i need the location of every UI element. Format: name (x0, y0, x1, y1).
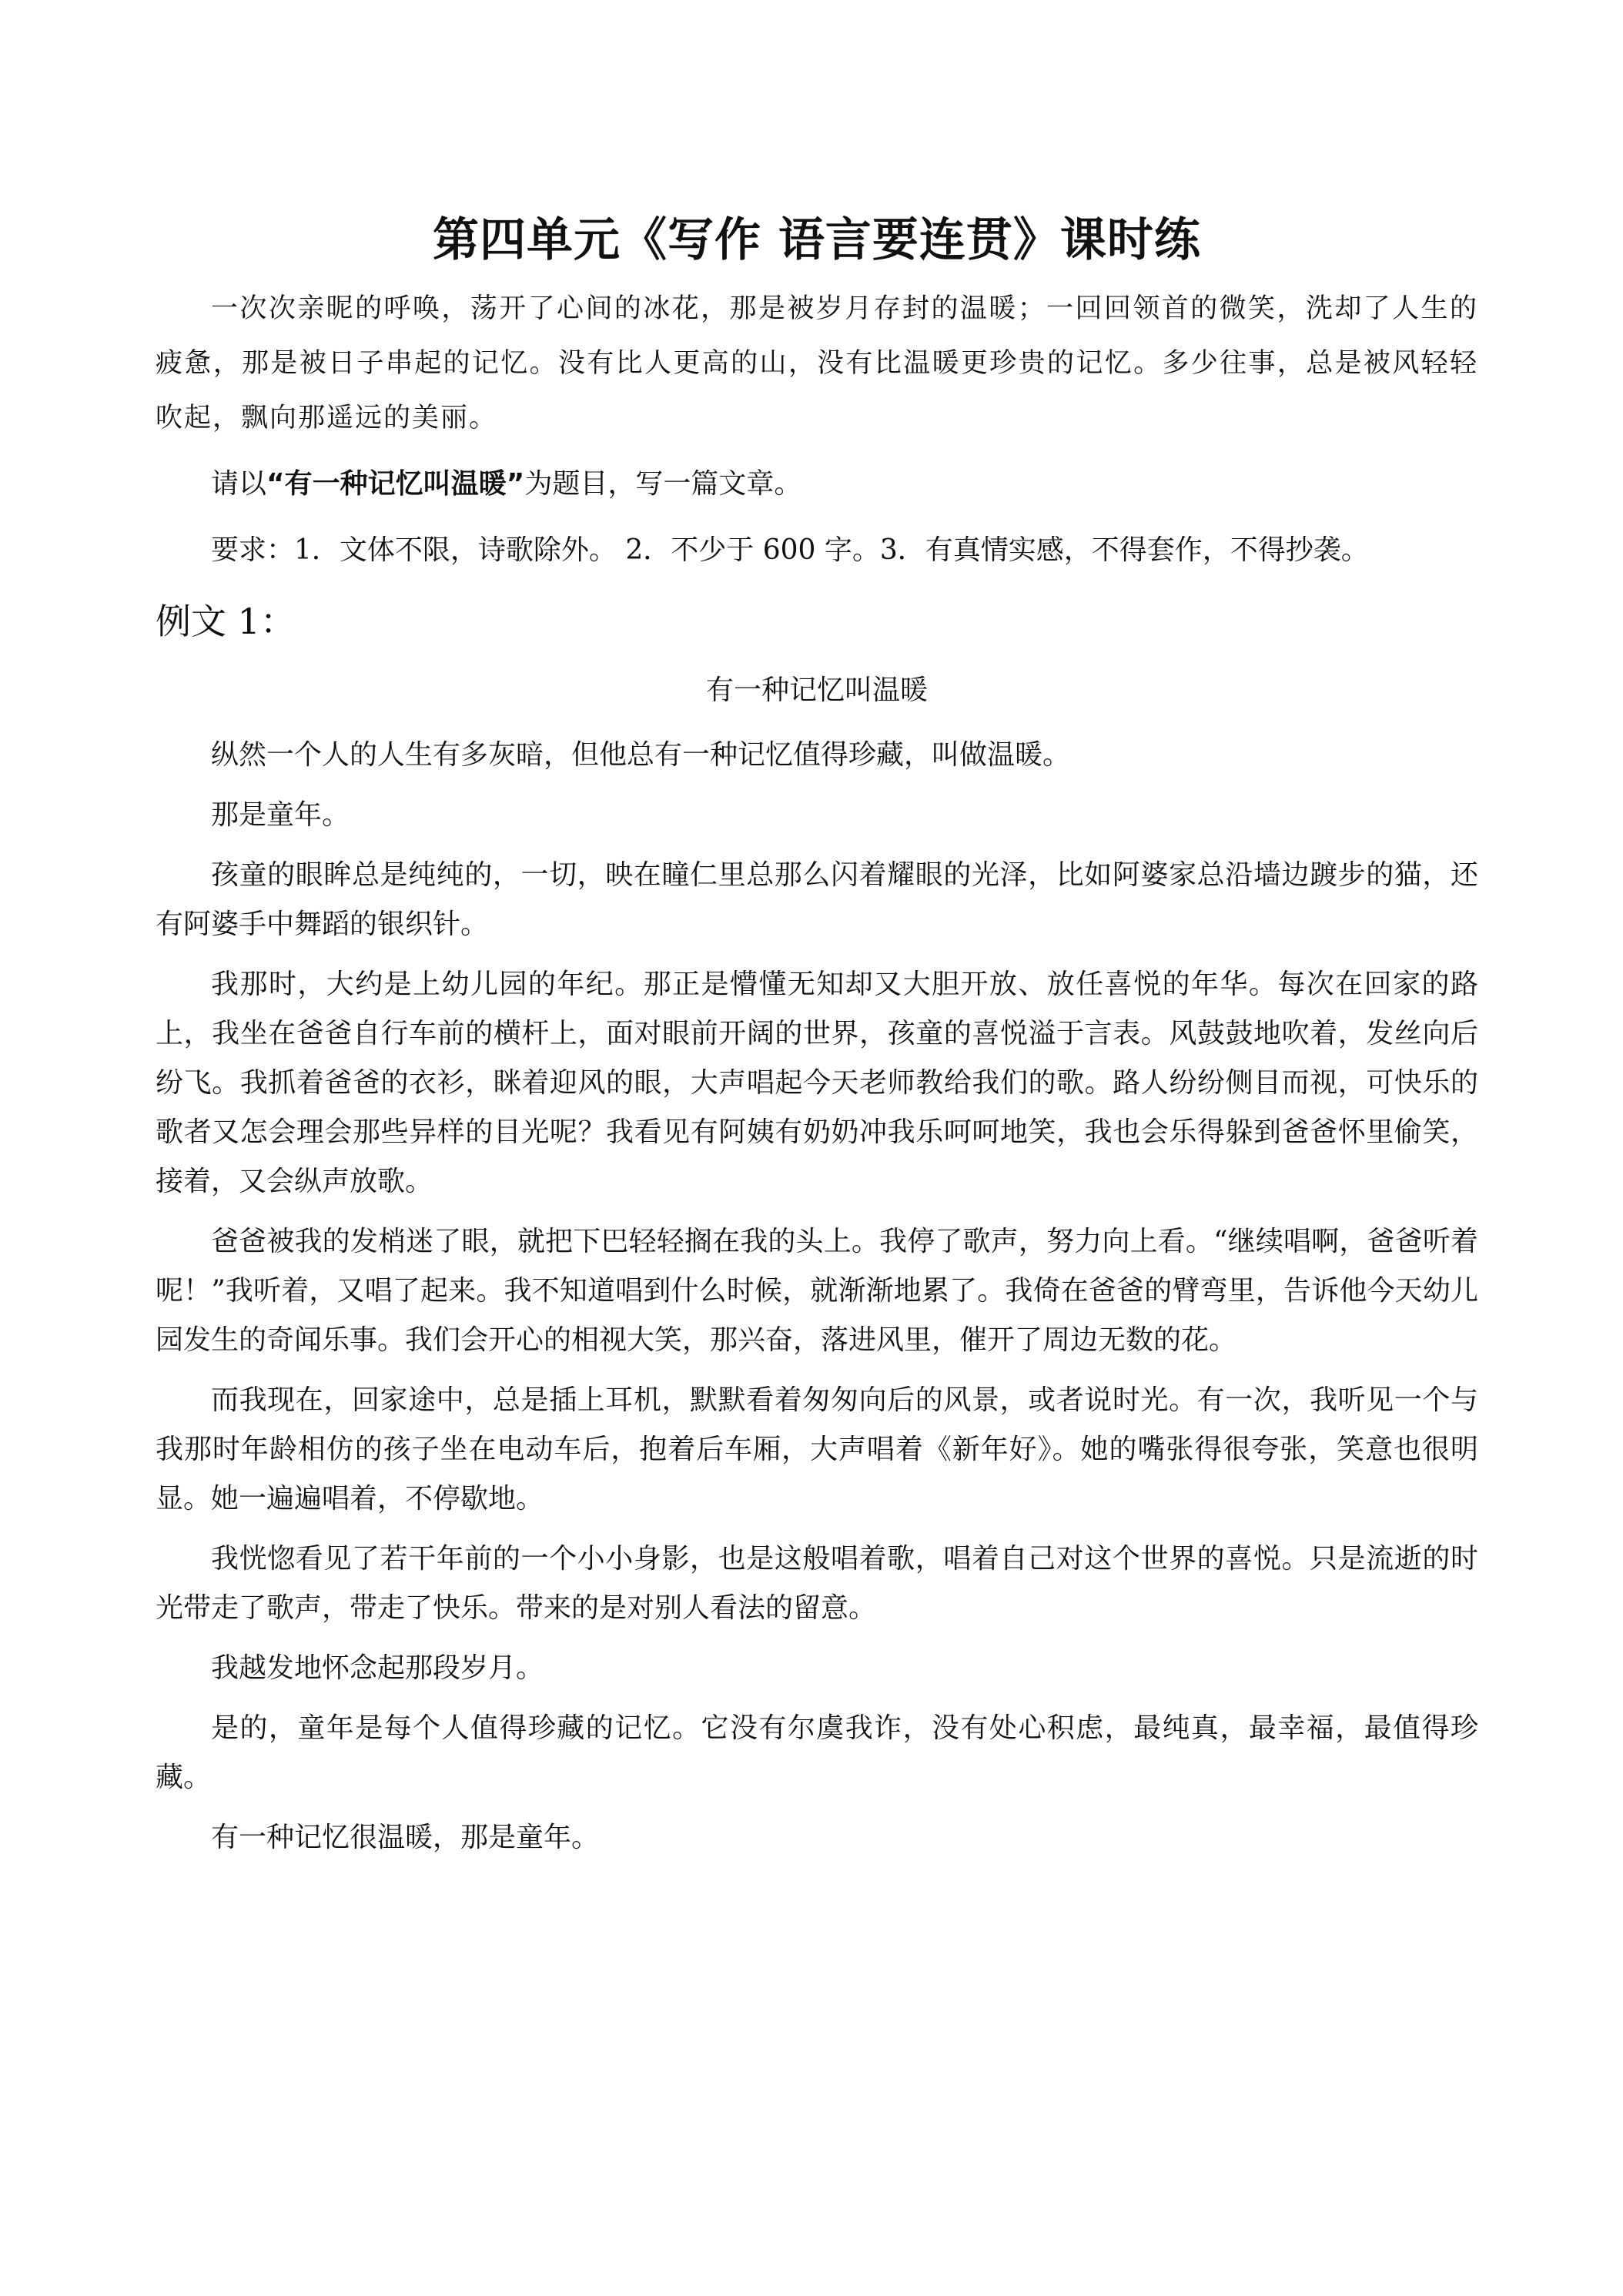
essay-body (156, 731, 1478, 1863)
instruction-before: 请以 (211, 468, 267, 500)
essay-paragraph: 而我现在，回家途中，总是插上耳机，默默看着匆匆向后的风景，或者说时光。有一次，我听见一个与我那时年龄相仿的孩子坐在电动车后，抱着后车厢，大声唱着《新年好》。她的嘴张得很夸张，笑意也很明显。她一遍遍唱着，不停歇地。 (156, 1384, 1478, 1514)
essay-title: 有一种记忆叫温暖 (705, 674, 928, 706)
prompt-introduction: 一次次亲昵的呼唤，荡开了心间的冰花，那是被岁月存封的温暖；一回回领首的微笑，洗却了人生的疲惫，那是被日子串起的记忆。没有比人更高的山，没有比温暖更珍贵的记忆。多少往事，总是被风轻轻吹起，飘向那遥远的美丽。 (156, 293, 1478, 433)
writing-instruction (156, 460, 1478, 509)
essay-topic-highlight: “有一种记忆叫温暖” (266, 468, 525, 500)
essay-paragraph: 我恍惚看见了若干年前的一个小小身影，也是这般唱着歌，唱着自己对这个世界的喜悦。只是流逝的时光带走了歌声，带走了快乐。带来的是对别人看法的留意。 (156, 1543, 1478, 1624)
essay-paragraph: 爸爸被我的发梢迷了眼，就把下巴轻轻搁在我的头上。我停了歌声，努力向上看。“继续唱啊，爸爸听着呢！”我听着，又唱了起来。我不知道唱到什么时候，就渐渐地累了。我倚在爸爸的臂弯里，告诉他今天幼儿园发生的奇闻乐事。我们会开心的相视大笑，那兴奋，落进风里，催开了周边无数的花。 (156, 1226, 1478, 1356)
essay-paragraph: 那是童年。 (211, 799, 350, 831)
essay-paragraph: 是的，童年是每个人值得珍藏的记忆。它没有尔虞我诈，没有处心积虑，最纯真，最幸福，最值得珍藏。 (156, 1712, 1478, 1793)
essay-paragraph: 有一种记忆很温暖，那是童年。 (211, 1822, 600, 1853)
document-content (156, 209, 1478, 1873)
writing-requirements: 要求：1．文体不限，诗歌除外。 2．不少于 600 字。3．有真情实感，不得套作，不得抄袭。 (211, 534, 1369, 566)
essay-paragraph: 纵然一个人的人生有多灰暗，但他总有一种记忆值得珍藏，叫做温暖。 (211, 739, 1071, 771)
example-essay-heading: 例文 1： (156, 601, 296, 642)
instruction-after: 为题目，写一篇文章。 (524, 468, 802, 500)
page-title: 第四单元《写作 语言要连贯》课时练 (433, 213, 1201, 267)
essay-paragraph: 孩童的眼眸总是纯纯的，一切，映在瞳仁里总那么闪着耀眼的光泽，比如阿婆家总沿墙边踱步的猫，还有阿婆手中舞蹈的银织针。 (156, 859, 1478, 940)
essay-paragraph: 我越发地怀念起那段岁月。 (211, 1652, 544, 1684)
essay-paragraph: 我那时，大约是上幼儿园的年纪。那正是懵懂无知却又大胆开放、放任喜悦的年华。每次在回家的路上，我坐在爸爸自行车前的横杆上，面对眼前开阔的世界，孩童的喜悦溢于言表。风鼓鼓地吹着，发丝向后纷飞。我抓着爸爸的衣衫，眯着迎风的眼，大声唱起今天老师教给我们的歌。路人纷纷侧目而视，可快乐的歌者又怎会理会那些异样的目光呢？我看见有阿姨有奶奶冲我乐呵呵地笑，我也会乐得躲到爸爸怀里偷笑，接着，又会纵声放歌。 (156, 969, 1478, 1197)
